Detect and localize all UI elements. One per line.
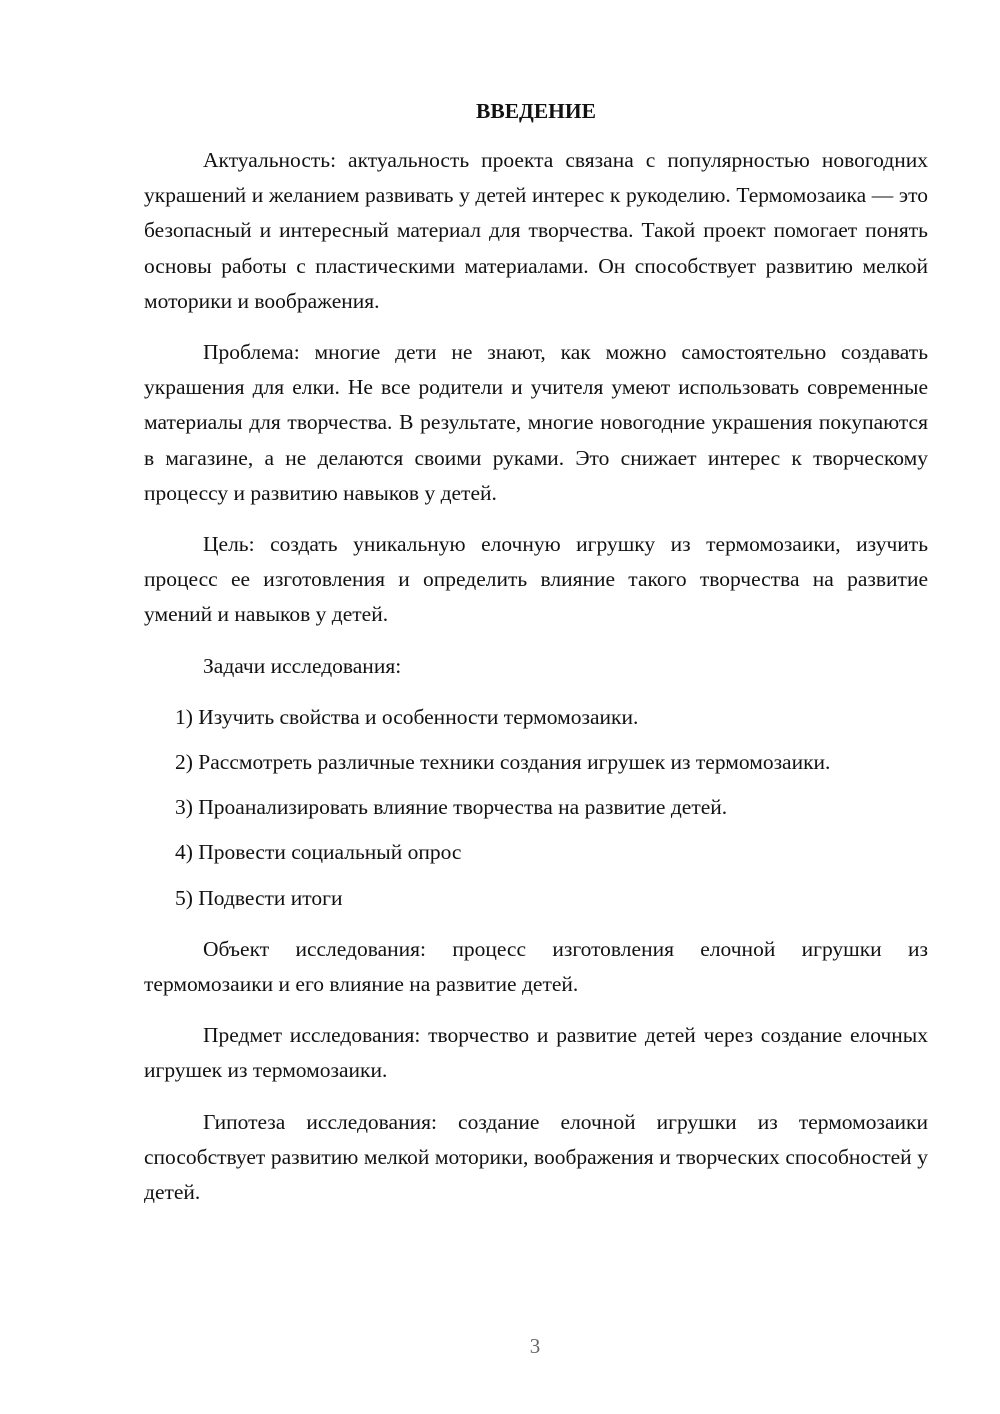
- section-heading: ВВЕДЕНИЕ: [476, 99, 596, 123]
- problem-paragraph: Проблема: многие дети не знают, как можно самостоятельно создавать украшения для елки. Не все родители и учителя умеют использовать современные материалы для творчества. В результате, многие новогодние украшения покупаются в магазине, а не делаются своими руками. Это снижает интерес к творческому процессу и развитию навыков у детей.: [144, 340, 928, 505]
- subject-paragraph: Предмет исследования: творчество и развитие детей через создание елочных игрушек из термомозаики.: [144, 1023, 928, 1083]
- hypothesis-paragraph: Гипотеза исследования: создание елочной игрушки из термомозаики способствует развитию мелкой моторики, воображения и творческих способностей у детей.: [144, 1109, 928, 1205]
- object-paragraph: Объект исследования: процесс изготовления елочной игрушки из термомозаики и его влияние на развитие детей.: [144, 936, 928, 997]
- page-number: 3: [529, 1334, 541, 1358]
- task-item: 2) Рассмотреть различные техники создания игрушек из термомозаики.: [175, 750, 831, 775]
- task-item: 4) Провести социальный опрос: [175, 840, 462, 865]
- task-item: 1) Изучить свойства и особенности термомозаики.: [175, 704, 639, 729]
- goal-paragraph: Цель: создать уникальную елочную игрушку из термомозаики, изучить процесс ее изготовления и определить влияние такого творчества на развитие умений и навыков у детей.: [144, 532, 928, 627]
- task-item: 5) Подвести итоги: [175, 885, 343, 910]
- tasks-heading-paragraph: Задачи исследования:: [203, 653, 402, 678]
- task-item: 3) Проанализировать влияние творчества на развитие детей.: [175, 795, 728, 820]
- page-content: [144, 97, 928, 1226]
- relevance-paragraph: Актуальность: актуальность проекта связана с популярностью новогодних украшений и желанием развивать у детей интерес к рукоделию. Термомозаика — это безопасный и интересный материал для творчества. Такой проект помогает понять основы работы с пластическими материалами. Он способствует развитию мелкой моторики и воображения.: [144, 148, 928, 313]
